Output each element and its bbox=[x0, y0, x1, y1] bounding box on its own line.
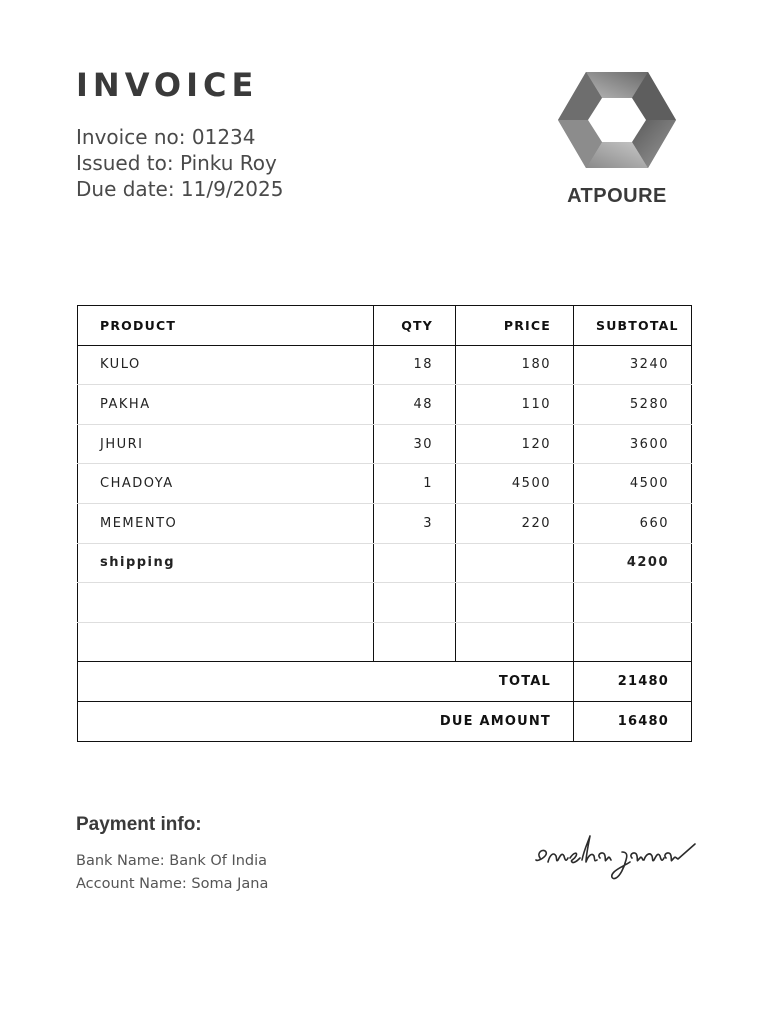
cell-price: 110 bbox=[456, 385, 574, 425]
payment-info-title: Payment info: bbox=[76, 814, 202, 835]
invoice-title: INVOICE bbox=[76, 66, 259, 104]
cell-qty: 18 bbox=[374, 345, 456, 385]
cell-price: 4500 bbox=[456, 464, 574, 504]
issued-to: Issued to: Pinku Roy bbox=[76, 151, 277, 175]
table-row bbox=[78, 385, 692, 425]
table-row bbox=[78, 345, 692, 385]
column-header-subtotal: SUBTOTAL bbox=[574, 306, 692, 346]
cell-product: CHADOYA bbox=[78, 464, 374, 504]
cell-product: PAKHA bbox=[78, 385, 374, 425]
cell-subtotal bbox=[574, 622, 692, 662]
cell-product bbox=[78, 622, 374, 662]
cell-product: shipping bbox=[78, 543, 374, 583]
total-row bbox=[78, 662, 692, 702]
due-amount-label: DUE AMOUNT bbox=[78, 701, 574, 741]
cell-product bbox=[78, 583, 374, 623]
table-row bbox=[78, 583, 692, 623]
table-row bbox=[78, 622, 692, 662]
cell-product: KULO bbox=[78, 345, 374, 385]
payment-info bbox=[76, 850, 268, 896]
table-row bbox=[78, 543, 692, 583]
brand-name: ATPOURE bbox=[567, 185, 667, 207]
table-row bbox=[78, 503, 692, 543]
due-amount-row bbox=[78, 701, 692, 741]
invoice-table bbox=[77, 305, 692, 742]
cell-price bbox=[456, 543, 574, 583]
total-label: TOTAL bbox=[78, 662, 574, 702]
cell-product: JHURI bbox=[78, 424, 374, 464]
due-amount-value: 16480 bbox=[574, 701, 692, 741]
due-date: Due date: 11/9/2025 bbox=[76, 177, 284, 201]
cell-price: 120 bbox=[456, 424, 574, 464]
table-row bbox=[78, 424, 692, 464]
cell-qty bbox=[374, 622, 456, 662]
cell-price: 180 bbox=[456, 345, 574, 385]
cell-subtotal: 3240 bbox=[574, 345, 692, 385]
cell-subtotal: 5280 bbox=[574, 385, 692, 425]
cell-price bbox=[456, 583, 574, 623]
column-header-product: PRODUCT bbox=[78, 306, 374, 346]
cell-subtotal: 660 bbox=[574, 503, 692, 543]
cell-qty bbox=[374, 583, 456, 623]
column-header-qty: QTY bbox=[374, 306, 456, 346]
bank-name: Bank Name: Bank Of India bbox=[76, 853, 268, 869]
cell-qty: 1 bbox=[374, 464, 456, 504]
table-header-row bbox=[78, 306, 692, 346]
column-header-price: PRICE bbox=[456, 306, 574, 346]
invoice-meta bbox=[76, 124, 283, 202]
cell-qty: 48 bbox=[374, 385, 456, 425]
cell-subtotal: 4500 bbox=[574, 464, 692, 504]
table-row bbox=[78, 464, 692, 504]
cell-product: MEMENTO bbox=[78, 503, 374, 543]
cell-subtotal: 3600 bbox=[574, 424, 692, 464]
cell-qty: 3 bbox=[374, 503, 456, 543]
cell-subtotal bbox=[574, 583, 692, 623]
cell-price: 220 bbox=[456, 503, 574, 543]
cell-price bbox=[456, 622, 574, 662]
signature bbox=[530, 822, 710, 882]
cell-qty: 30 bbox=[374, 424, 456, 464]
total-value: 21480 bbox=[574, 662, 692, 702]
cell-subtotal: 4200 bbox=[574, 543, 692, 583]
hexagon-logo-icon bbox=[556, 70, 678, 172]
account-name: Account Name: Soma Jana bbox=[76, 876, 269, 892]
cell-qty bbox=[374, 543, 456, 583]
invoice-number: Invoice no: 01234 bbox=[76, 125, 256, 149]
